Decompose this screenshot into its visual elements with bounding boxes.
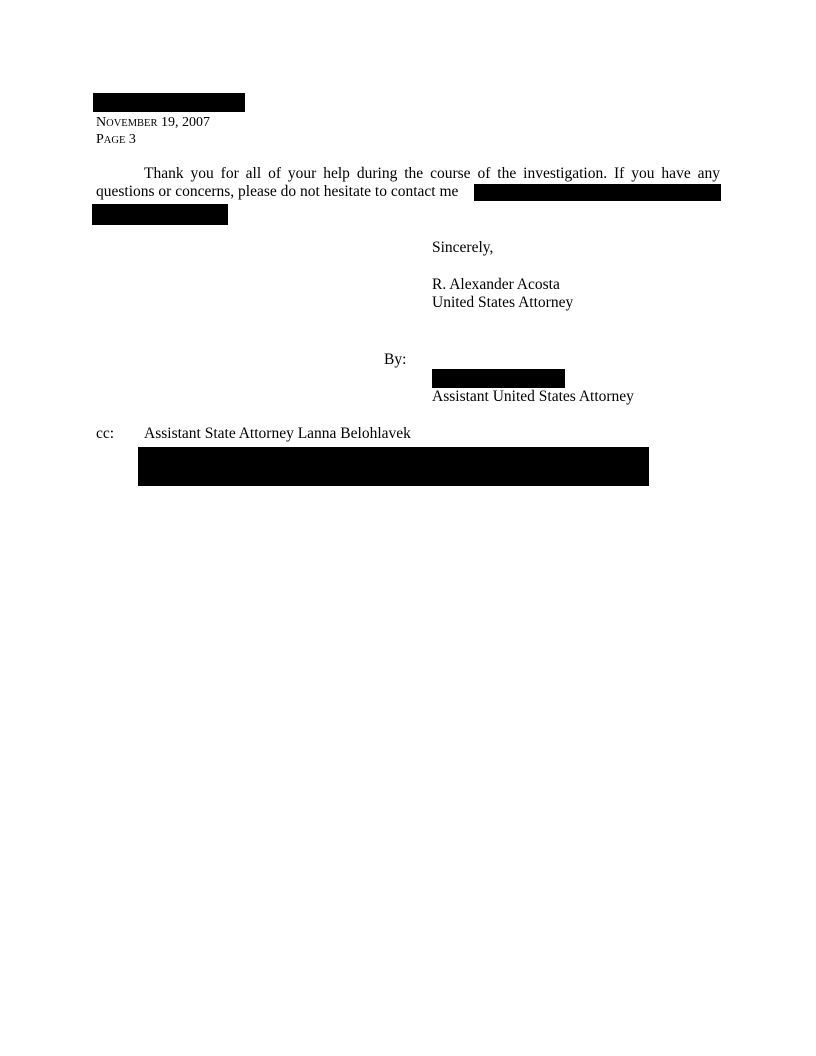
redaction-cc-recipients bbox=[138, 447, 649, 486]
closing-salutation: Sincerely, bbox=[432, 239, 494, 256]
cc-recipient: Assistant State Attorney Lanna Belohlavek bbox=[144, 425, 411, 442]
header-date-smallcaps: OVEMBER bbox=[106, 118, 158, 129]
header-page-number: 3 bbox=[125, 132, 136, 147]
redaction-contact-line-2 bbox=[92, 204, 228, 225]
header-date-first-letter: N bbox=[96, 115, 107, 130]
header-date-tail: 19, 2007 bbox=[157, 115, 210, 130]
redaction-contact-line-1 bbox=[474, 184, 721, 201]
redaction-addressee bbox=[93, 93, 245, 112]
header-date bbox=[96, 115, 210, 132]
header-page bbox=[96, 132, 136, 149]
header-page-smallcaps: AGE bbox=[103, 135, 126, 146]
by-label: By: bbox=[384, 351, 407, 368]
header-page-first-letter: P bbox=[96, 132, 104, 147]
redaction-assistant-name bbox=[432, 369, 565, 388]
signer-title: United States Attorney bbox=[432, 294, 574, 311]
body-paragraph-line-1: Thank you for all of your help during the course of the investigation. If you have any bbox=[144, 165, 720, 182]
signer-name: R. Alexander Acosta bbox=[432, 276, 560, 293]
cc-label: cc: bbox=[96, 425, 115, 442]
assistant-title: Assistant United States Attorney bbox=[432, 388, 634, 405]
body-paragraph-line-2: questions or concerns, please do not hesitate to contact me bbox=[96, 183, 459, 200]
